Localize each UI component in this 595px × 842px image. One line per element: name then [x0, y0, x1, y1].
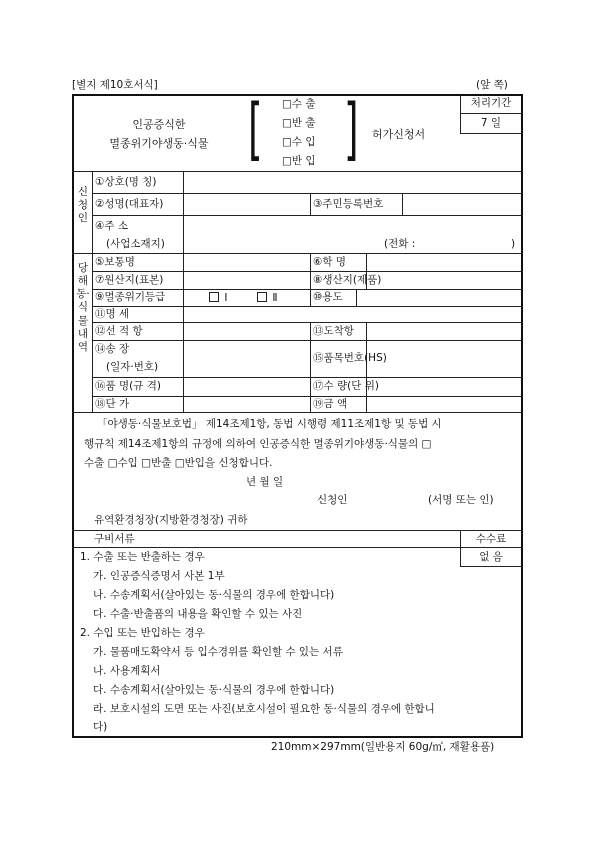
processing-box-divider — [460, 113, 522, 114]
documents-header: 구비서류 — [94, 533, 135, 545]
doc-item-2: 2. 수입 또는 반입하는 경우 — [80, 627, 205, 639]
phone-close: ) — [511, 238, 516, 250]
amount-field[interactable] — [367, 397, 521, 411]
details-field[interactable] — [184, 307, 521, 321]
declaration-line-3: 수출 □수입 □반출 □반입을 신청합니다. — [84, 457, 273, 469]
species-section-label: 당해동·식물내역 — [76, 262, 90, 353]
title-option-import: □수 입 — [282, 136, 316, 148]
arrival-port-label: ⑬도착항 — [313, 325, 354, 337]
resident-number-label: ③주민등록번호 — [313, 198, 384, 210]
origin-label: ⑦원산지(표본) — [95, 274, 164, 286]
trade-name-label: ①상호(명 칭) — [95, 176, 157, 188]
fee-value: 없 음 — [479, 551, 503, 563]
resident-number-field[interactable] — [403, 194, 521, 214]
doc-item-1c: 다. 수출·반출품의 내용을 확인할 수 있는 사진 — [93, 608, 303, 620]
applicant-name-field[interactable] — [184, 194, 309, 214]
species-last-row-divider — [310, 396, 311, 412]
production-field[interactable] — [367, 272, 521, 288]
declaration-date: 년 월 일 — [246, 476, 284, 488]
right-bracket: ] — [344, 90, 359, 169]
grade-1-label: Ⅰ — [224, 292, 228, 304]
doc-item-2a: 가. 물품매도확약서 등 입수경위를 확인할 수 있는 서류 — [93, 646, 343, 658]
phone-label: (전화 : — [384, 238, 416, 250]
outer-bottom-border — [72, 736, 523, 738]
form-number: [별지 제10호서식] — [72, 79, 158, 91]
processing-period-label: 처리기간 — [470, 97, 512, 109]
doc-item-1b: 나. 수송계획서(살아있는 동·식물의 경우에 한합니다) — [93, 589, 335, 601]
title-option-carry-out: □반 출 — [282, 117, 316, 129]
title-right: 허가신청서 — [372, 128, 426, 141]
doc-item-1: 1. 수출 또는 반출하는 경우 — [80, 551, 205, 563]
page-side-label: (앞 쪽) — [476, 79, 508, 91]
processing-period-value: 7 일 — [480, 117, 502, 129]
purpose-field[interactable] — [357, 290, 521, 305]
species-mid-divider-b — [310, 322, 311, 396]
address-field[interactable] — [184, 216, 521, 252]
paper-spec-footer: 210mm×297mm(일반용지 60g/㎡, 재활용품) — [271, 741, 495, 753]
unit-price-label: ⑱단 가 — [95, 398, 130, 410]
declaration-line-1: 「야생동·식물보호법」 제14조제1항, 동법 시행령 제11조제1항 및 동법 시 — [97, 418, 442, 430]
purpose-label: ⑩용도 — [313, 291, 343, 303]
grade-1-checkbox[interactable] — [209, 292, 219, 302]
species-mid-divider-a — [310, 253, 311, 306]
fee-box-bottom — [460, 566, 522, 567]
applicant-section-divider — [92, 171, 93, 253]
amount-label: ⑲금 액 — [313, 398, 348, 410]
loading-port-label: ⑫선 적 항 — [95, 325, 143, 337]
invoice-field[interactable] — [184, 341, 309, 376]
processing-box-bottom — [460, 133, 522, 134]
doc-item-2b: 나. 사용계획서 — [93, 665, 161, 677]
left-bracket: [ — [248, 90, 263, 169]
applicant-section-label: 신청인 — [77, 186, 89, 225]
unit-price-field[interactable] — [184, 397, 309, 411]
hs-code-label: ⑮품목번호(HS) — [313, 352, 387, 364]
loading-port-field[interactable] — [184, 323, 309, 339]
signature-label: (서명 또는 인) — [428, 494, 494, 506]
species-last-row-label-col — [366, 396, 367, 412]
item-name-label: ⑯품 명(규 격) — [95, 380, 161, 392]
common-name-label: ⑤보통명 — [95, 256, 135, 268]
scientific-name-field[interactable] — [367, 254, 521, 270]
grade-2-label: Ⅱ — [272, 292, 278, 304]
production-label: ⑧생산지(제품) — [313, 274, 382, 286]
scientific-name-label: ⑥학 명 — [313, 256, 347, 268]
grade-2-checkbox[interactable] — [257, 292, 267, 302]
declaration-line-2: 행규칙 제14조제1항의 규정에 의하여 인공증식한 멸종위기야생동·식물의 □ — [84, 438, 432, 450]
doc-item-2c: 다. 수송계획서(살아있는 동·식물의 경우에 한합니다) — [93, 684, 335, 696]
applicant-mid-divider — [310, 193, 311, 215]
hs-code-field[interactable] — [367, 341, 521, 376]
item-name-field[interactable] — [184, 378, 309, 395]
fee-label: 수수료 — [475, 533, 507, 545]
outer-top-border — [72, 94, 522, 96]
grade-option-2[interactable] — [257, 292, 278, 304]
grade-option-1[interactable] — [209, 292, 227, 304]
invoice-label: ⑭송 장 — [95, 343, 130, 355]
origin-field[interactable] — [184, 272, 309, 288]
address-label: ④주 소 — [95, 220, 129, 232]
endangered-grade-label: ⑨멸종위기등급 — [95, 291, 166, 303]
title-left-line2: 멸종위기야생동·식물 — [109, 137, 209, 150]
common-name-field[interactable] — [184, 254, 309, 270]
outer-left-border — [72, 94, 74, 737]
declaration-top-line — [72, 412, 522, 413]
fee-box-divider — [460, 547, 522, 548]
outer-right-border — [521, 94, 523, 737]
doc-item-2d-cont: 다) — [93, 721, 108, 733]
doc-item-1a: 가. 인공증식증명서 사본 1부 — [93, 570, 225, 582]
details-label: ⑪명 세 — [95, 308, 130, 320]
arrival-port-field[interactable] — [367, 323, 521, 339]
quantity-label: ⑰수 량(단 위) — [313, 380, 379, 392]
invoice-sublabel: (일자·번호) — [106, 361, 159, 373]
documents-header-underline — [72, 547, 460, 548]
title-option-carry-in: □반 입 — [282, 155, 316, 167]
species-section-divider — [92, 253, 93, 412]
address-sublabel: (사업소재지) — [106, 238, 165, 250]
title-left-line1: 인공증식한 — [132, 118, 186, 131]
documents-top-line — [72, 530, 522, 531]
trade-name-field[interactable] — [184, 172, 521, 192]
doc-item-2d: 라. 보호시설의 도면 또는 사진(보호시설이 필요한 동·식물의 경우에 한합니 — [93, 703, 435, 715]
quantity-field[interactable] — [367, 378, 521, 395]
addressee: 유역환경청장(지방환경청장) 귀하 — [94, 514, 248, 526]
declaration-applicant-label: 신청인 — [317, 494, 348, 506]
applicant-name-label: ②성명(대표자) — [95, 198, 164, 210]
title-option-export: □수 출 — [282, 98, 316, 110]
